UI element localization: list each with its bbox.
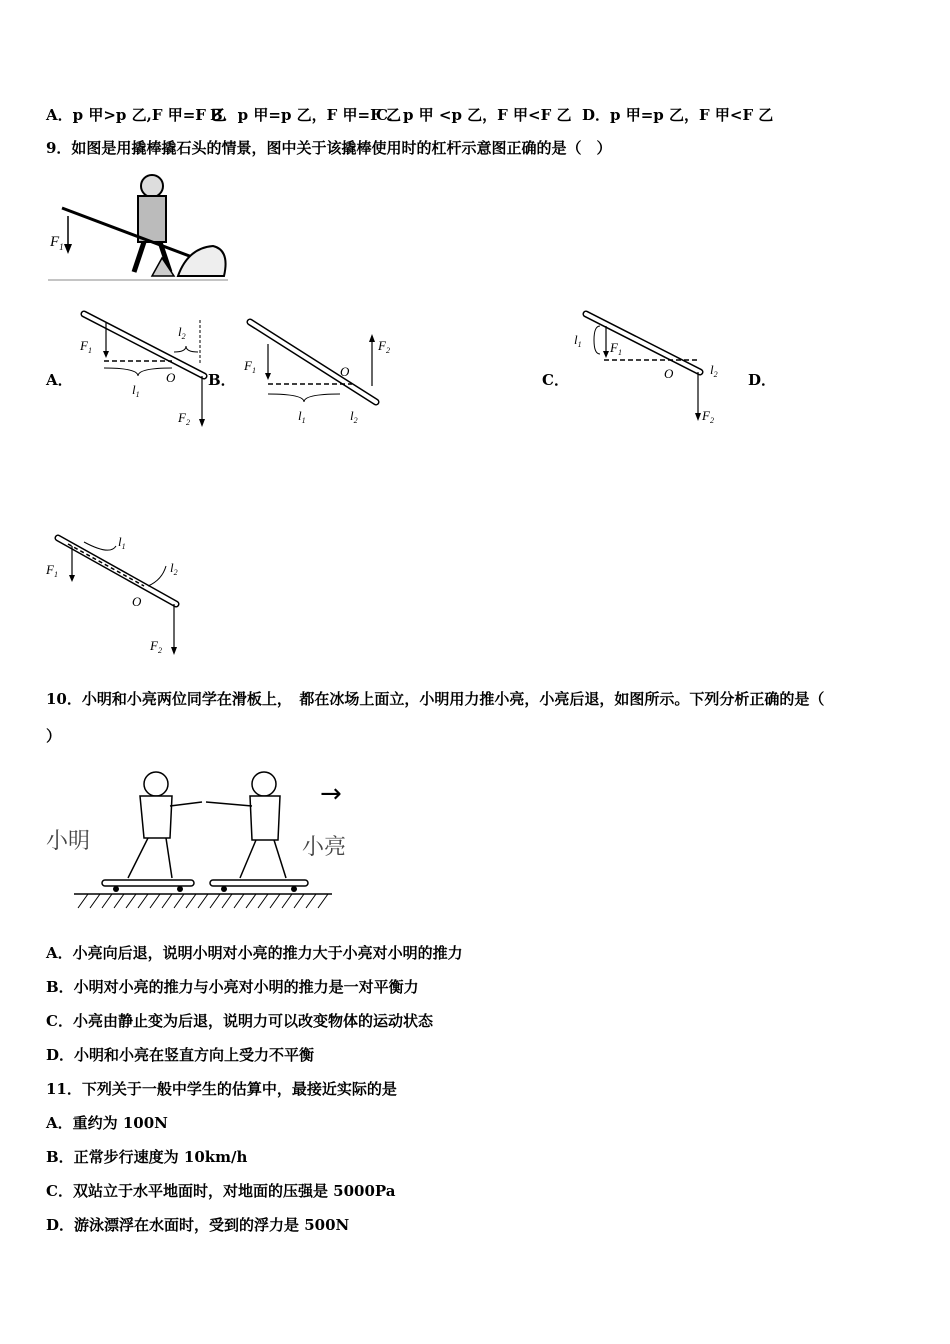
q10-option-d: D．小明和小亮在竖直方向上受力不平衡: [46, 1046, 315, 1064]
f2-head: [369, 334, 375, 342]
l1-brace: [84, 542, 116, 550]
xiaoming-arm: [170, 802, 202, 806]
rock: [178, 246, 226, 276]
q8-option-c: C．p 甲 <p 乙，F 甲<F 乙: [376, 106, 572, 124]
lever-bar-inner: [84, 314, 204, 376]
q11-option-d: D．游泳漂浮在水面时，受到的浮力是 500N: [46, 1216, 350, 1234]
o-label: O: [340, 364, 350, 379]
l1-label: $l_1$: [132, 382, 140, 399]
worker-head: [141, 175, 163, 197]
ground-hatch: [78, 894, 328, 908]
q10-skateboard-scene: [44, 762, 364, 912]
q9-diagram-c: [566, 306, 736, 436]
f1-label: $F_1$: [244, 358, 256, 375]
q9-label-c: C．: [542, 371, 569, 389]
xiaoming-head: [144, 772, 168, 796]
q9-label-d: D．: [748, 371, 777, 389]
q9-prying-scene: [48, 168, 228, 288]
xiaoliang-label: 小亮: [302, 835, 347, 860]
f2-label: $F_2$: [702, 408, 714, 425]
l2-label: $l_2$: [178, 324, 186, 341]
xiaoliang-body: [250, 796, 280, 840]
q11-option-b: B．正常步行速度为 10km/h: [46, 1148, 248, 1166]
q11-stem: 11．下列关于一般中学生的估算中，最接近实际的是: [46, 1080, 397, 1098]
l2-brace: [148, 566, 166, 586]
q10-stem-line2: ）: [46, 727, 62, 745]
q10-option-b: B．小明对小亮的推力与小亮对小明的推力是一对平衡力: [46, 978, 419, 996]
xiaoming-label: 小明: [46, 829, 91, 854]
o-label: O: [132, 594, 142, 609]
f2-label: $F_2$: [378, 338, 390, 355]
f1-head: [603, 351, 609, 358]
q8-option-d: D．p 甲=p 乙，F 甲<F 乙: [582, 106, 774, 124]
f1-head: [103, 351, 109, 358]
xiaoliang-leg-left: [240, 840, 256, 878]
f2-head: [199, 419, 205, 427]
q9-diagram-d: [44, 528, 204, 660]
o-label: O: [664, 366, 674, 381]
f1-label: $F_1$: [50, 234, 64, 252]
xiaoliang-head: [252, 772, 276, 796]
f1-label: $F_1$: [80, 338, 92, 355]
lever-bar-inner: [586, 314, 700, 372]
worker-body: [138, 196, 166, 242]
o-label: O: [166, 370, 176, 385]
wheel: [291, 886, 297, 892]
xiaoliang-skateboard: [210, 880, 308, 886]
q9-diagram-a: [74, 306, 210, 436]
l1-brace: [104, 368, 172, 376]
wheel: [177, 886, 183, 892]
xiaoming-leg-right: [166, 838, 172, 878]
q11-option-a: A．重约为 100N: [46, 1114, 168, 1132]
q8-option-b: B．p 甲=p 乙，F 甲=F 乙: [210, 106, 401, 124]
f2-head: [695, 413, 701, 421]
wheel: [221, 886, 227, 892]
xiaoming-skateboard: [102, 880, 194, 886]
q9-label-a: A．: [46, 371, 73, 389]
q11-option-c: C．双站立于水平地面时，对地面的压强是 5000Pa: [46, 1182, 396, 1200]
f1-label: $F_1$: [610, 340, 622, 357]
f2-label: $F_2$: [150, 638, 162, 655]
crowbar: [62, 208, 208, 263]
xiaoming-leg-left: [128, 838, 148, 878]
f1-head: [265, 373, 271, 380]
f1-head: [69, 575, 75, 582]
f1-arrow-head: [64, 244, 72, 254]
l2-brace: [174, 346, 198, 352]
wheel: [113, 886, 119, 892]
q9-stem: 9．如图是用撬棒撬石头的情景，图中关于该撬棒使用时的杠杆示意图正确的是（ ）: [46, 139, 612, 157]
q9-label-b: B．: [208, 371, 236, 389]
l2-label: $l_2$: [350, 408, 358, 425]
l2-label: $l_2$: [170, 560, 178, 577]
l1-brace: [268, 394, 340, 402]
xiaoliang-leg-right: [274, 840, 286, 878]
q10-option-a: A．小亮向后退，说明小明对小亮的推力大于小亮对小明的推力: [46, 944, 463, 962]
l1-label: $l_1$: [118, 534, 126, 551]
f2-head: [171, 647, 177, 655]
motion-arrow: →: [320, 779, 342, 809]
xiaoming-body: [140, 796, 172, 838]
l2-label: $l_2$: [710, 362, 718, 379]
l1-brace: [594, 326, 600, 354]
q9-diagram-b: [240, 314, 400, 434]
l1-label: $l_1$: [298, 408, 306, 425]
l1-label: $l_1$: [574, 332, 582, 349]
q10-stem-line1: 10．小明和小亮两位同学在滑板上， 都在冰场上面立，小明用力推小亮，小亮后退，如图所示。下列分析正确的是（: [46, 690, 825, 708]
xiaoliang-arm: [206, 802, 252, 806]
f1-label: $F_1$: [46, 562, 58, 579]
q10-option-c: C．小亮由静止变为后退，说明力可以改变物体的运动状态: [46, 1012, 433, 1030]
lever-bar-inner: [250, 322, 376, 402]
f2-label: $F_2$: [178, 410, 190, 427]
q8-option-a: A．p 甲>p 乙,F 甲=F 乙: [46, 106, 227, 124]
worker-leg-left: [134, 242, 144, 272]
